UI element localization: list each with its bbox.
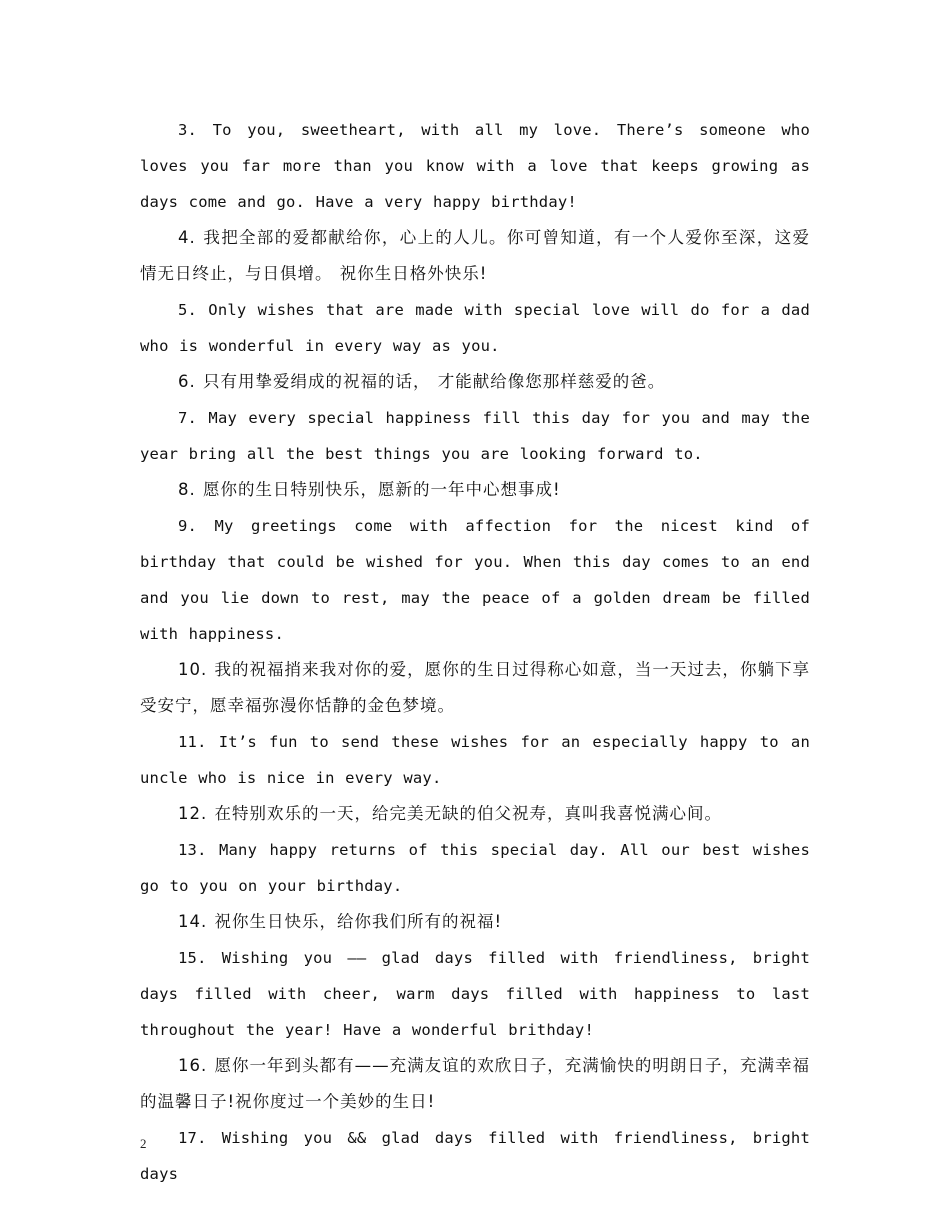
paragraph-10: 10. 我的祝福捎来我对你的爱，愿你的生日过得称心如意，当一天过去，你躺下享受安宁，愿幸福弥漫你恬静的金色梦境。 (140, 660, 810, 715)
paragraph-9: 9. My greetings come with affection for the nicest kind of birthday that could be wished for you. When this day comes to an end and you lie down to rest, may the peace of a golden dream be filled with happiness. (140, 517, 810, 643)
paragraph-14: 14. 祝你生日快乐，给你我们所有的祝福! (178, 912, 503, 931)
paragraph-16: 16. 愿你一年到头都有——充满友谊的欢欣日子，充满愉快的明朗日子，充满幸福的温馨日子!祝你度过一个美妙的生日! (140, 1056, 810, 1111)
paragraph-6: 6. 只有用挚爱绢成的祝福的话， 才能献给像您那样慈爱的爸。 (178, 372, 666, 391)
page-number: 2 (140, 1136, 147, 1151)
paragraph-17: 17. Wishing you && glad days filled with friendliness, bright days (140, 1129, 810, 1183)
paragraph-15: 15. Wishing you —— glad days filled with friendliness, bright days filled with cheer, warm days filled with happiness to last throughout the year! Have a wonderful brithday! (140, 949, 810, 1039)
paragraph-13: 13. Many happy returns of this special day. All our best wishes go to you on your birthday. (140, 841, 810, 895)
document-body (140, 112, 810, 1192)
paragraph-12: 12. 在特别欢乐的一天，给完美无缺的伯父祝寿，真叫我喜悦满心间。 (178, 804, 722, 823)
paragraph-11: 11. It’s fun to send these wishes for an especially happy to an uncle who is nice in every way. (140, 733, 810, 787)
paragraph-8: 8. 愿你的生日特别快乐，愿新的一年中心想事成! (178, 480, 561, 499)
paragraph-3: 3. To you, sweetheart, with all my love. There’s someone who loves you far more than you know with a love that keeps growing as days come and go. Have a very happy birthday! (140, 121, 810, 211)
paragraph-4: 4. 我把全部的爱都献给你，心上的人儿。你可曾知道，有一个人爱你至深，这爱情无日终止，与日俱增。 祝你生日格外快乐! (140, 228, 810, 283)
paragraph-5: 5. Only wishes that are made with special love will do for a dad who is wonderful in every way as you. (140, 301, 810, 355)
paragraph-7: 7. May every special happiness fill this day for you and may the year bring all the best things you are looking forward to. (140, 409, 810, 463)
